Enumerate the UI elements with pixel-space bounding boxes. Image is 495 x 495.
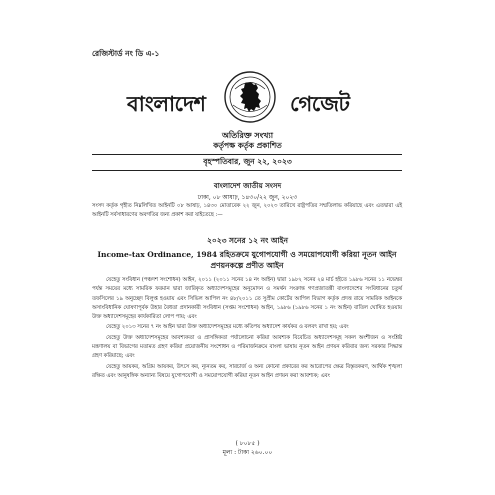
act-title-bangla: রহিতক্রমে যুগোপযোগী ও সময়োপযোগী করিয়া নূতন আইন প্রণয়নকল্পে প্রণীত আইন bbox=[210, 250, 397, 270]
price-label: মূল্য : টাকা ২৬০.০০ bbox=[222, 449, 273, 456]
extraordinary-issue-label: অতিরিক্ত সংখ্যা bbox=[221, 130, 274, 140]
masthead-title-left: বাংলাদেশ bbox=[127, 91, 206, 116]
act-number: ২০২৩ সনের ১২ নং আইন bbox=[206, 236, 289, 245]
registration-number: রেজিস্টার্ড নং ডি এ-১ bbox=[92, 49, 160, 58]
preamble-paragraph: যেহেতু সংবিধান (পঞ্চদশ সংশোধন) আইন, ২০১১ (২০১১ সনের ১৪ নং আইন) দ্বারা ১৯৮২ সনের ২৪ মার্চ হইতে ১৯৮৬ সনের ১১ নভেম্বর পর্যন্ত সময়ের মধ্যে সামরিক ফরমান দ্বারা জারিকৃত অধ্যাদেশসমূহের অনুমোদন ও সমর্থন সংক্রান্ত গণপ্রজাতন্ত্রী বাংলাদেশের সংবিধানের চতুর্থ তফসিলের ১৯ অনুচ্ছেদ বিলুপ্ত হওয়ায় এবং সিভিল আপিল নং ৪৮/২০১১ তে সুপ্রীম কোর্টের আপিল বিভাগ কর্তৃক প্রদত্ত রায়ে সামরিক আইনকে অসাংবিধানিক ঘোষণাপূর্বক উহার বৈধতা প্রদানকারী সংবিধান (সপ্তম সংশোধন) আইন, ১৯৮৬ (১৯৮৬ সনের ১ নং আইন) বাতিল ঘোষিত হওয়ায় উক্ত অধ্যাদেশসমূহের কার্যকারিতা লোপ পায়; এবং bbox=[92, 277, 402, 321]
publisher-line: কর্তৃপক্ষ কর্তৃক প্রকাশিত bbox=[213, 141, 282, 150]
place-and-date: ঢাকা, ০৮ আষাঢ়, ১৪৩০/২২ জুন, ২০২৩ bbox=[197, 194, 298, 201]
gazette-masthead bbox=[0, 68, 495, 126]
masthead-title-right: গেজেট bbox=[290, 91, 350, 116]
divider-bottom bbox=[92, 170, 402, 171]
preamble-paragraph: যেহেতু ২০১৩ সনের ৭ নং আইন দ্বারা উক্ত অধ্যাদেশসমূহের মধ্যে কতিপয় অধ্যাদেশ কার্যকর ও বলবৎ রাখা হয়; এবং bbox=[106, 324, 349, 331]
issuing-body: বাংলাদেশ জাতীয় সংসদ bbox=[213, 181, 282, 190]
divider-top bbox=[92, 154, 402, 155]
act-title-english: Income-tax Ordinance, 1984 bbox=[97, 250, 218, 259]
act-title bbox=[92, 249, 402, 271]
preamble-paragraph: যেহেতু আয়কর, অগ্রিম আয়কর, উৎসে কর, ন্যূনতম কর, সারচার্জ ও অন্য কোনো প্রকারের কর আরোপের ক্ষেত্র বিস্তৃতকরণ, আর্থিক শৃঙ্খলা রক্ষিত এবং আনুষঙ্গিক অন্যান্য বিষয়ে যুগোপযোগী ও সময়োপযোগী করিয়া নূতন আইন প্রণয়ন করা আবশ্যক; এবং bbox=[92, 363, 402, 379]
preamble-paragraph: যেহেতু উক্ত অধ্যাদেশসমূহের আবশ্যকতা ও প্রাসঙ্গিকতা পর্যালোচনা করিয়া আবশ্যক বিবেচিত অধ্যাদেশসমূহ সকল অংশীজন ও সংশ্লিষ্ট মন্ত্রণালয় বা বিভাগের মতামত গ্রহণ করিয়া প্রয়োজনীয় সংশোধন ও পরিমার্জনক্রমে বাংলা ভাষায় নূতন আইন প্রণয়ন করিবার জন্য সরকার সিদ্ধান্ত গ্রহণ করিয়াছে; এবং bbox=[92, 334, 402, 360]
notice-intro: সংসদ কর্তৃক গৃহীত নিম্নলিখিত আইনটি ০৮ আষাঢ়, ১৪৩০ মোতাবেক ২২ জুন, ২০২৩ তারিখে রাষ্ট্রপতির সম্মতিলাভ করিয়াছে এবং এতদ্বারা এই আইনটি সর্বসাধারণের অবগতির জন্য প্রকাশ করা যাইতেছে :— bbox=[92, 203, 402, 218]
act-preamble bbox=[92, 276, 402, 382]
page-number: ( ৮০৮৫ ) bbox=[235, 440, 260, 447]
government-seal-icon bbox=[223, 70, 277, 124]
issue-date: বৃহস্পতিবার, জুন ২২, ২০২৩ bbox=[203, 157, 292, 166]
